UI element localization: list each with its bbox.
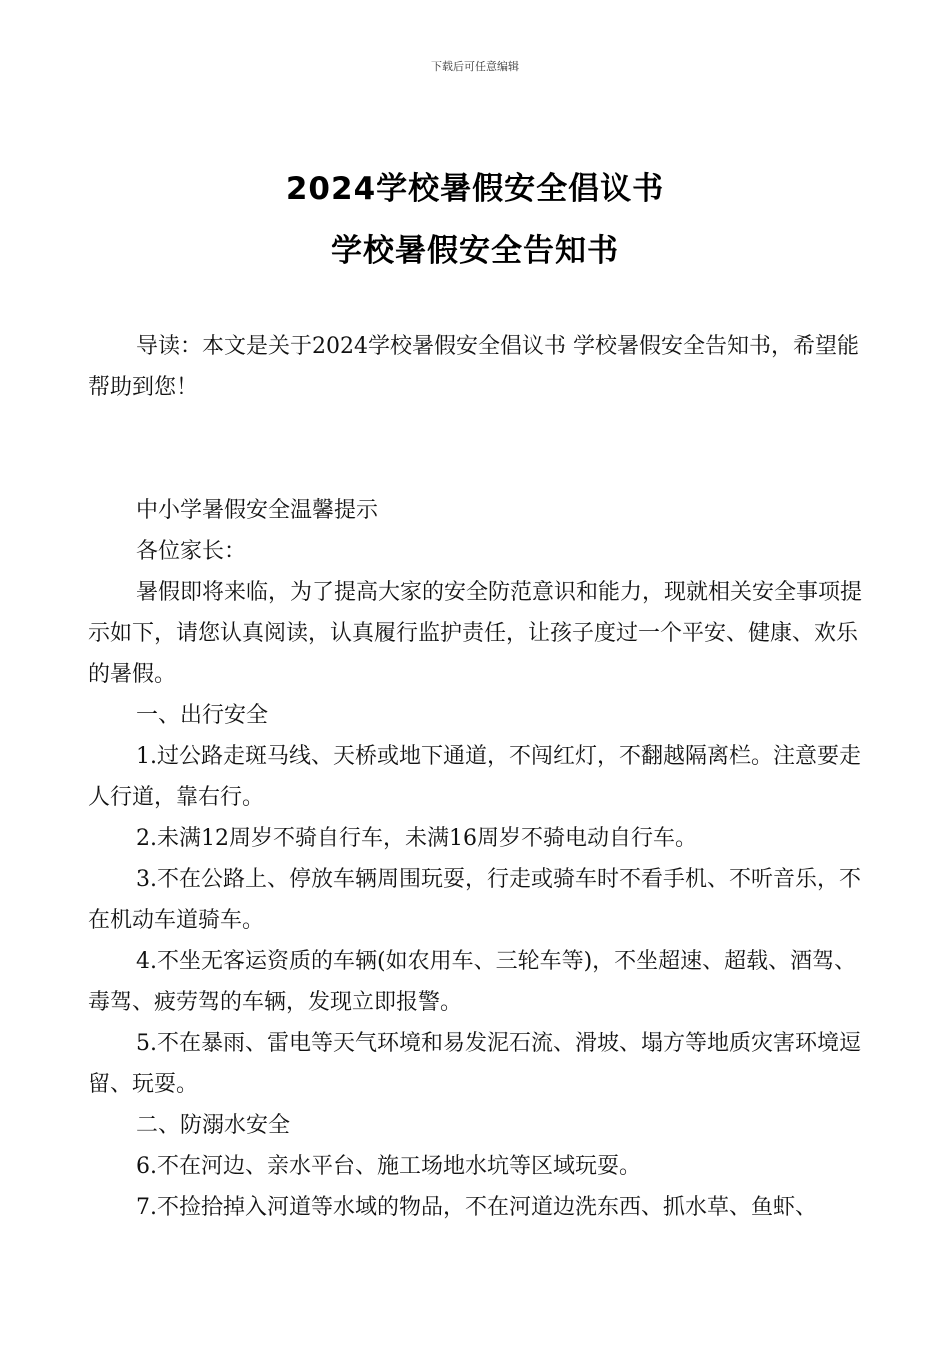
list-item: 3.不在公路上、停放车辆周围玩耍，行走或骑车时不看手机、不听音乐，不在机动车道骑车。 [88,867,861,933]
document-subtitle: 学校暑假安全告知书 [331,233,619,269]
subsection-heading-drowning: 二、防溺水安全 [136,1113,291,1138]
list-item: 1.过公路走斑马线、天桥或地下通道，不闯红灯，不翻越隔离栏。注意要走人行道，靠右行。 [88,744,861,810]
list-item: 5.不在暴雨、雷电等天气环境和易发泥石流、滑坡、塌方等地质灾害环境逗留、玩耍。 [88,1031,861,1097]
list-item: 7.不捡拾掉入河道等水域的物品，不在河道边洗东西、抓水草、鱼虾、 [136,1195,817,1220]
subsection-heading-travel: 一、出行安全 [136,703,269,728]
salutation: 各位家长： [136,539,247,564]
document-title: 2024学校暑假安全倡议书 [285,171,665,207]
list-item: 2.未满12周岁不骑自行车，未满16周岁不骑电动自行车。 [136,826,697,851]
body-paragraph: 暑假即将来临，为了提高大家的安全防范意识和能力，现就相关安全事项提示如下，请您认真阅读，认真履行监护责任，让孩子度过一个平安、健康、欢乐的暑假。 [88,580,863,687]
document-body [88,326,870,1228]
header-note: 下载后可任意编辑 [431,60,519,73]
section-heading: 中小学暑假安全温馨提示 [136,498,379,523]
list-item: 6.不在河边、亲水平台、施工场地水坑等区域玩耍。 [136,1154,641,1179]
intro-paragraph: 导读：本文是关于2024学校暑假安全倡议书 学校暑假安全告知书，希望能帮助到您！ [88,334,859,400]
list-item: 4.不坐无客运资质的车辆(如农用车、三轮车等)，不坐超速、超载、酒驾、毒驾、疲劳驾的车辆，发现立即报警。 [88,949,857,1015]
